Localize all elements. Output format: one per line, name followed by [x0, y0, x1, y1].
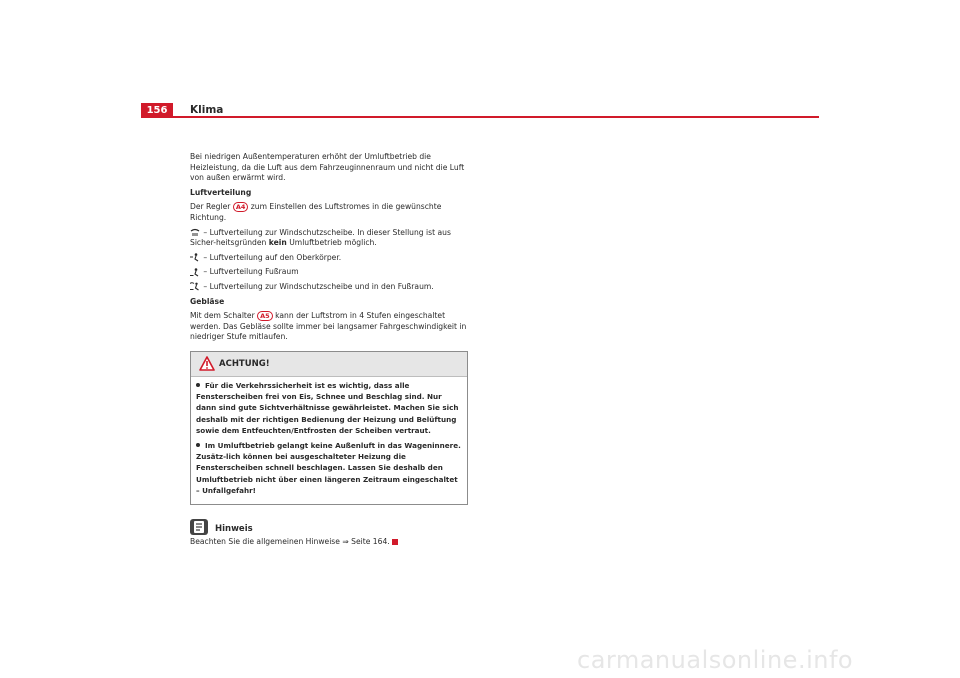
vent-item-upper-body: [190, 253, 468, 264]
hint-text-paragraph: [190, 537, 468, 548]
hint-header: [190, 519, 468, 537]
vent-item-windshield-bold: kein: [268, 238, 287, 248]
warning-header: [191, 352, 467, 377]
geblaese-text-after: kann der Luftstrom in 4 Stufen eingeschaltet werden. Das Gebläse sollte immer bei langsamer Fahrgeschwindigkeit in niedriger Stufe mitlaufen.: [190, 311, 467, 342]
chapter-title: Klima: [190, 104, 224, 116]
windshield-footwell-vent-icon: [190, 282, 200, 291]
geblaese-text-before: Mit dem Schalter: [190, 311, 255, 321]
hint-box: [190, 519, 468, 548]
intro-paragraph: Bei niedrigen Außentemperaturen erhöht der Umluftbetrieb die Heizleistung, da die Luft aus dem Fahrzeuginnenraum und nicht die Luft von außen erwärmt wird.: [190, 152, 465, 183]
luftverteilung-text-before: Der Regler: [190, 202, 231, 212]
control-ref-badge-a4: A4: [233, 202, 249, 212]
control-ref-badge-a5: A5: [257, 311, 273, 321]
header-rule: [141, 116, 819, 118]
section-heading-geblaese: Gebläse: [190, 296, 225, 306]
vent-item-windshield-footwell: [190, 282, 468, 293]
warning-bullet: [196, 440, 463, 496]
geblaese-paragraph: [190, 311, 468, 343]
luftverteilung-intro: [190, 202, 468, 223]
page-number: 156: [141, 103, 173, 118]
warning-bullet: [196, 380, 463, 436]
warning-bullet-text: Im Umluftbetrieb gelangt keine Außenluft in das Wageninnere. Zusätz-lich können bei ausgeschalteter Heizung die Fensterscheiben schnell beschlagen. Lassen Sie deshalb den Umluftbetrieb nicht über einen längeren Zeitraum eingeschaltet – Unfallgefahr!: [196, 440, 461, 495]
info-note-icon: [190, 519, 208, 535]
section-heading-luftverteilung: Luftverteilung: [190, 187, 252, 197]
vent-item-windshield-text-b: Umluftbetrieb möglich.: [289, 238, 377, 248]
hint-title: Hinweis: [215, 523, 253, 534]
bullet-dot-icon: [196, 383, 200, 387]
warning-box: [190, 351, 468, 505]
footwell-vent-icon: [190, 268, 200, 277]
warning-title: ACHTUNG!: [219, 358, 270, 369]
bullet-dot-icon: [196, 443, 200, 447]
vent-item-footwell: [190, 267, 468, 278]
vent-item-upper-body-text: – Luftverteilung auf den Oberkörper.: [203, 252, 342, 262]
warning-triangle-icon: [199, 356, 215, 375]
warning-body: [191, 377, 467, 504]
windshield-vent-icon: [190, 228, 200, 237]
hint-text[interactable]: Beachten Sie die allgemeinen Hinweise ⇒ Seite 164.: [190, 536, 390, 546]
vent-item-windshield: [190, 228, 468, 249]
luftverteilung-text-after: zum Einstellen des Luftstromes in die gewünschte Richtung.: [190, 202, 442, 222]
warning-bullet-text: Für die Verkehrssicherheit ist es wichtig, dass alle Fensterscheiben frei von Eis, Schnee und Beschlag sind. Nur dann sind gute Sichtverhältnisse gewährleistet. Machen Sie sich deshalb mit der richtigen Bedienung der Heizung und Belüftung sowie dem Entfeuchten/Entfrosten der Scheiben vertraut.: [196, 380, 459, 435]
watermark: carmanualsonline.info: [577, 646, 854, 674]
vent-item-footwell-text: – Luftverteilung Fußraum: [203, 267, 299, 277]
content-column: [190, 152, 468, 552]
vent-item-windshield-text-a: – Luftverteilung zur Windschutzscheibe. In dieser Stellung ist aus Sicher-heitsgründen: [190, 227, 451, 248]
section-end-mark-icon: [392, 539, 398, 545]
upper-body-vent-icon: [190, 253, 200, 262]
vent-item-windshield-footwell-text: – Luftverteilung zur Windschutzscheibe und in den Fußraum.: [203, 281, 434, 291]
